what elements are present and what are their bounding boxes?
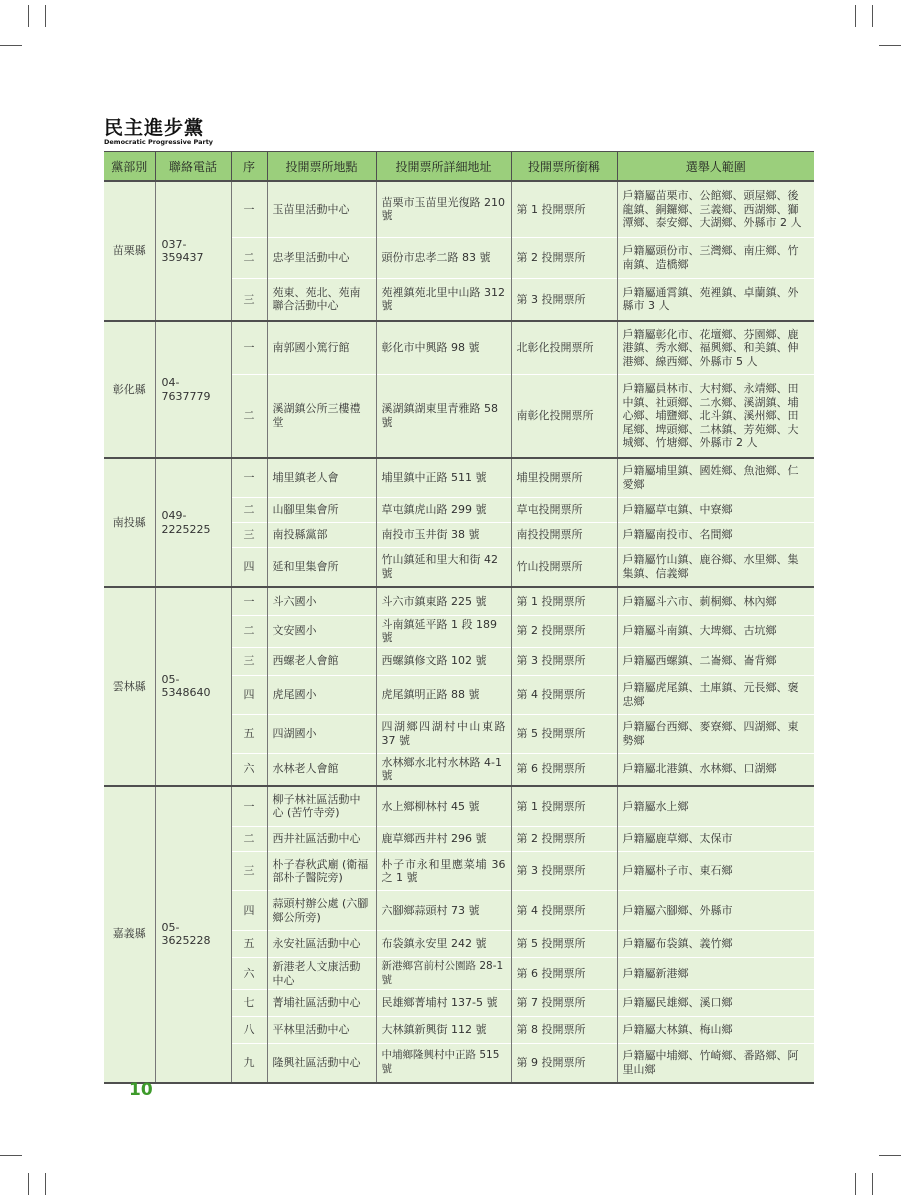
voter-scope-cell: 戶籍屬通霄鎮、苑裡鎮、卓蘭鎮、外縣市 3 人 — [617, 278, 814, 321]
station-name-cell: 南彰化投開票所 — [511, 374, 617, 458]
seq-cell: 三 — [231, 278, 267, 321]
voter-scope-cell: 戶籍屬北港鎮、水林鄉、口湖鄉 — [617, 753, 814, 786]
voter-scope-cell: 戶籍屬朴子市、東石鄉 — [617, 852, 814, 891]
place-cell: 斗六國小 — [267, 587, 376, 615]
table-row — [104, 786, 814, 827]
crop-mark — [855, 5, 856, 27]
station-name-cell: 第 1 投開票所 — [511, 786, 617, 827]
seq-cell: 三 — [231, 647, 267, 675]
address-cell: 水上鄉柳林村 45 號 — [376, 786, 511, 827]
address-cell: 苑裡鎮苑北里中山路 312 號 — [376, 278, 511, 321]
header-branch: 黨部別 — [104, 152, 155, 182]
address-cell: 苗栗市玉苗里光復路 210 號 — [376, 181, 511, 237]
header-voter-scope: 選舉人範圍 — [617, 152, 814, 182]
address-cell: 民雄鄉菁埔村 137-5 號 — [376, 990, 511, 1017]
header-place: 投開票所地點 — [267, 152, 376, 182]
phone-cell: 05-5348640 — [155, 587, 231, 786]
address-cell: 草屯鎮虎山路 299 號 — [376, 497, 511, 522]
station-name-cell: 第 4 投開票所 — [511, 675, 617, 714]
seq-cell: 八 — [231, 1017, 267, 1044]
voter-scope-cell: 戶籍屬大林鎮、梅山鄉 — [617, 1017, 814, 1044]
seq-cell: 五 — [231, 714, 267, 753]
address-cell: 四湖鄉四湖村中山東路 37 號 — [376, 714, 511, 753]
station-name-cell: 草屯投開票所 — [511, 497, 617, 522]
voter-scope-cell: 戶籍屬埔里鎮、國姓鄉、魚池鄉、仁愛鄉 — [617, 458, 814, 497]
crop-mark — [879, 1155, 901, 1156]
county-cell: 南投縣 — [104, 458, 155, 587]
seq-cell: 五 — [231, 931, 267, 958]
place-cell: 虎尾國小 — [267, 675, 376, 714]
polling-station-table — [104, 151, 814, 1084]
place-cell: 文安國小 — [267, 615, 376, 647]
address-cell: 斗六市鎮東路 225 號 — [376, 587, 511, 615]
voter-scope-cell: 戶籍屬斗南鎮、大埤鄉、古坑鄉 — [617, 615, 814, 647]
crop-mark — [0, 45, 22, 46]
seq-cell: 六 — [231, 958, 267, 990]
station-name-cell: 第 2 投開票所 — [511, 827, 617, 852]
county-cell: 彰化縣 — [104, 321, 155, 458]
place-cell: 水林老人會館 — [267, 753, 376, 786]
header-address: 投開票所詳細地址 — [376, 152, 511, 182]
voter-scope-cell: 戶籍屬新港鄉 — [617, 958, 814, 990]
table-row — [104, 321, 814, 374]
table-header-row — [104, 152, 814, 182]
place-cell: 忠孝里活動中心 — [267, 237, 376, 278]
station-name-cell: 第 9 投開票所 — [511, 1044, 617, 1083]
station-name-cell: 第 2 投開票所 — [511, 237, 617, 278]
station-name-cell: 第 8 投開票所 — [511, 1017, 617, 1044]
place-cell: 柳子林社區活動中心 (苦竹寺旁) — [267, 786, 376, 827]
address-cell: 南投市玉井街 38 號 — [376, 522, 511, 547]
address-cell: 六腳鄉蒜頭村 73 號 — [376, 891, 511, 931]
seq-cell: 七 — [231, 990, 267, 1017]
table-row — [104, 458, 814, 497]
seq-cell: 九 — [231, 1044, 267, 1083]
station-name-cell: 第 5 投開票所 — [511, 714, 617, 753]
seq-cell: 一 — [231, 458, 267, 497]
place-cell: 西螺老人會館 — [267, 647, 376, 675]
crop-mark — [879, 45, 901, 46]
address-cell: 大林鎮新興街 112 號 — [376, 1017, 511, 1044]
station-name-cell: 北彰化投開票所 — [511, 321, 617, 374]
header-seq: 序 — [231, 152, 267, 182]
station-name-cell: 第 5 投開票所 — [511, 931, 617, 958]
seq-cell: 一 — [231, 321, 267, 374]
crop-mark — [855, 1173, 856, 1195]
station-name-cell: 竹山投開票所 — [511, 547, 617, 587]
address-cell: 虎尾鎮明正路 88 號 — [376, 675, 511, 714]
place-cell: 埔里鎮老人會 — [267, 458, 376, 497]
voter-scope-cell: 戶籍屬台西鄉、麥寮鄉、四湖鄉、東勢鄉 — [617, 714, 814, 753]
seq-cell: 二 — [231, 237, 267, 278]
county-cell: 嘉義縣 — [104, 786, 155, 1083]
crop-mark — [872, 5, 873, 27]
voter-scope-cell: 戶籍屬員林市、大村鄉、永靖鄉、田中鎮、社頭鄉、二水鄉、溪湖鎮、埔心鄉、埔鹽鄉、北斗鎮、溪州鄉、田尾鄉、埤頭鄉、二林鎮、芳苑鄉、大城鄉、竹塘鄉、外縣市 2 人 — [617, 374, 814, 458]
crop-mark — [45, 1173, 46, 1195]
address-cell: 朴子市永和里應菜埔 36 之 1 號 — [376, 852, 511, 891]
address-cell: 彰化市中興路 98 號 — [376, 321, 511, 374]
voter-scope-cell: 戶籍屬六腳鄉、外縣市 — [617, 891, 814, 931]
seq-cell: 二 — [231, 827, 267, 852]
place-cell: 苑東、苑北、苑南聯合活動中心 — [267, 278, 376, 321]
station-name-cell: 第 3 投開票所 — [511, 647, 617, 675]
page-number: 10 — [129, 1080, 153, 1100]
crop-mark — [28, 1173, 29, 1195]
logo-english: Democratic Progressive Party — [104, 138, 214, 146]
place-cell: 菁埔社區活動中心 — [267, 990, 376, 1017]
station-name-cell: 埔里投開票所 — [511, 458, 617, 497]
station-name-cell: 第 6 投開票所 — [511, 753, 617, 786]
voter-scope-cell: 戶籍屬苗栗市、公館鄉、頭屋鄉、後龍鎮、銅鑼鄉、三義鄉、西湖鄉、獅潭鄉、泰安鄉、大湖鄉、外縣市 2 人 — [617, 181, 814, 237]
place-cell: 溪湖鎮公所三樓禮堂 — [267, 374, 376, 458]
address-cell: 埔里鎮中正路 511 號 — [376, 458, 511, 497]
voter-scope-cell: 戶籍屬中埔鄉、竹崎鄉、番路鄉、阿里山鄉 — [617, 1044, 814, 1083]
voter-scope-cell: 戶籍屬彰化市、花壇鄉、芬園鄉、鹿港鎮、秀水鄉、福興鄉、和美鎮、伸港鄉、線西鄉、外縣市 5 人 — [617, 321, 814, 374]
header-station-name: 投開票所銜稱 — [511, 152, 617, 182]
place-cell: 新港老人文康活動中心 — [267, 958, 376, 990]
address-cell: 中埔鄉隆興村中正路 515 號 — [376, 1044, 511, 1083]
seq-cell: 二 — [231, 615, 267, 647]
table-row — [104, 181, 814, 237]
seq-cell: 二 — [231, 497, 267, 522]
seq-cell: 四 — [231, 547, 267, 587]
station-name-cell: 第 1 投開票所 — [511, 181, 617, 237]
place-cell: 隆興社區活動中心 — [267, 1044, 376, 1083]
voter-scope-cell: 戶籍屬水上鄉 — [617, 786, 814, 827]
place-cell: 四湖國小 — [267, 714, 376, 753]
station-name-cell: 第 6 投開票所 — [511, 958, 617, 990]
place-cell: 平林里活動中心 — [267, 1017, 376, 1044]
voter-scope-cell: 戶籍屬斗六市、莿桐鄉、林內鄉 — [617, 587, 814, 615]
station-name-cell: 南投投開票所 — [511, 522, 617, 547]
seq-cell: 三 — [231, 522, 267, 547]
place-cell: 南郭國小篤行館 — [267, 321, 376, 374]
voter-scope-cell: 戶籍屬鹿草鄉、太保市 — [617, 827, 814, 852]
seq-cell: 四 — [231, 891, 267, 931]
seq-cell: 六 — [231, 753, 267, 786]
logo-chinese: 民主進步黨 — [104, 117, 205, 139]
seq-cell: 四 — [231, 675, 267, 714]
voter-scope-cell: 戶籍屬頭份市、三灣鄉、南庄鄉、竹南鎮、造橋鄉 — [617, 237, 814, 278]
seq-cell: 一 — [231, 786, 267, 827]
place-cell: 永安社區活動中心 — [267, 931, 376, 958]
voter-scope-cell: 戶籍屬南投市、名間鄉 — [617, 522, 814, 547]
address-cell: 溪湖鎮湖東里青雅路 58 號 — [376, 374, 511, 458]
place-cell: 南投縣黨部 — [267, 522, 376, 547]
phone-cell: 049-2225225 — [155, 458, 231, 587]
phone-cell: 05-3625228 — [155, 786, 231, 1083]
table-row — [104, 587, 814, 615]
county-cell: 雲林縣 — [104, 587, 155, 786]
crop-mark — [45, 5, 46, 27]
address-cell: 水林鄉水北村水林路 4-1 號 — [376, 753, 511, 786]
party-logo — [104, 118, 213, 146]
phone-cell: 04-7637779 — [155, 321, 231, 458]
voter-scope-cell: 戶籍屬竹山鎮、鹿谷鄉、水里鄉、集集鎮、信義鄉 — [617, 547, 814, 587]
address-cell: 頭份市忠孝二路 83 號 — [376, 237, 511, 278]
voter-scope-cell: 戶籍屬虎尾鎮、土庫鎮、元長鄉、褒忠鄉 — [617, 675, 814, 714]
county-cell: 苗栗縣 — [104, 181, 155, 321]
crop-mark — [0, 1155, 22, 1156]
phone-cell: 037-359437 — [155, 181, 231, 321]
address-cell: 竹山鎮延和里大和街 42 號 — [376, 547, 511, 587]
seq-cell: 二 — [231, 374, 267, 458]
crop-mark — [872, 1173, 873, 1195]
seq-cell: 一 — [231, 181, 267, 237]
station-name-cell: 第 7 投開票所 — [511, 990, 617, 1017]
station-name-cell: 第 1 投開票所 — [511, 587, 617, 615]
station-name-cell: 第 2 投開票所 — [511, 615, 617, 647]
place-cell: 朴子春秋武廟 (衛福部朴子醫院旁) — [267, 852, 376, 891]
address-cell: 斗南鎮延平路 1 段 189 號 — [376, 615, 511, 647]
station-name-cell: 第 3 投開票所 — [511, 278, 617, 321]
place-cell: 蒜頭村辦公處 (六腳鄉公所旁) — [267, 891, 376, 931]
address-cell: 西螺鎮修文路 102 號 — [376, 647, 511, 675]
seq-cell: 一 — [231, 587, 267, 615]
voter-scope-cell: 戶籍屬民雄鄉、溪口鄉 — [617, 990, 814, 1017]
address-cell: 鹿草鄉西井村 296 號 — [376, 827, 511, 852]
header-phone: 聯絡電話 — [155, 152, 231, 182]
place-cell: 西井社區活動中心 — [267, 827, 376, 852]
station-name-cell: 第 4 投開票所 — [511, 891, 617, 931]
place-cell: 山腳里集會所 — [267, 497, 376, 522]
address-cell: 布袋鎮永安里 242 號 — [376, 931, 511, 958]
place-cell: 延和里集會所 — [267, 547, 376, 587]
address-cell: 新港鄉宮前村公園路 28-1 號 — [376, 958, 511, 990]
station-name-cell: 第 3 投開票所 — [511, 852, 617, 891]
seq-cell: 三 — [231, 852, 267, 891]
voter-scope-cell: 戶籍屬西螺鎮、二崙鄉、崙背鄉 — [617, 647, 814, 675]
crop-mark — [28, 5, 29, 27]
voter-scope-cell: 戶籍屬草屯鎮、中寮鄉 — [617, 497, 814, 522]
place-cell: 玉苗里活動中心 — [267, 181, 376, 237]
voter-scope-cell: 戶籍屬布袋鎮、義竹鄉 — [617, 931, 814, 958]
